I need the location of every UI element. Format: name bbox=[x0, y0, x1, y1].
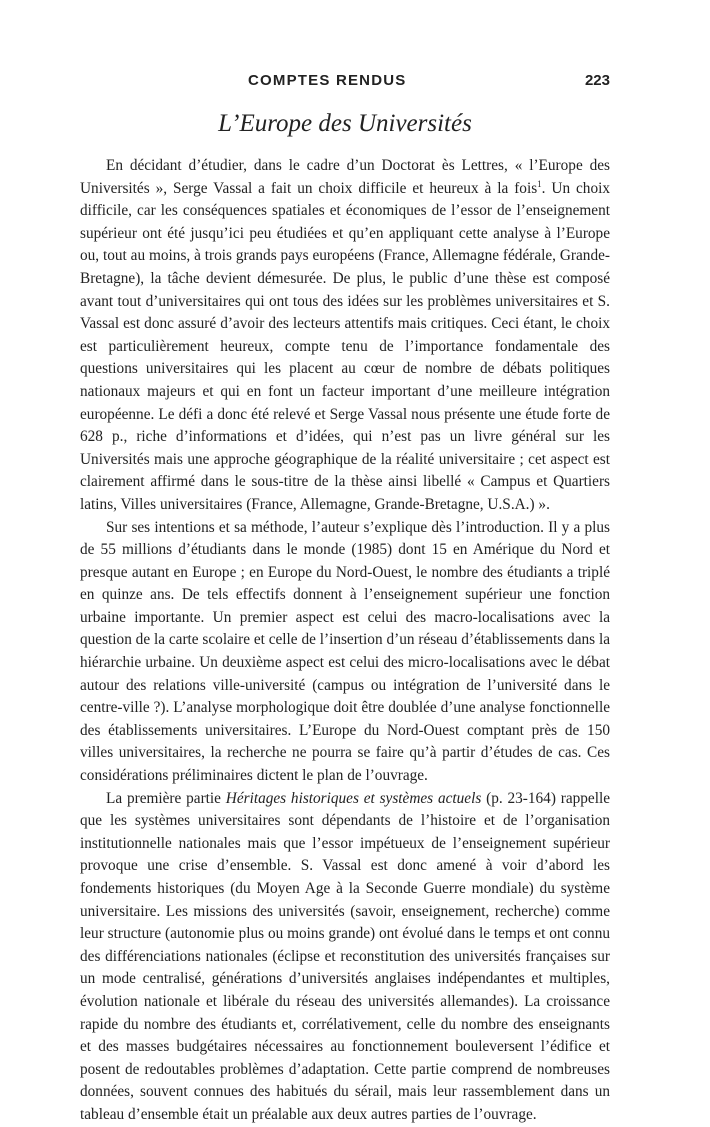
text-segment: (p. 23-164) rappelle que les systèmes universitaires sont dépendants de l’histoire et de l’organisation institutionnelle nationales mais que l’essor impétueux de l’enseignement supérieur provoque une crise d’ensemble. S. Vassal est donc amené à voir d’abord les fondements historiques (du Moyen Age à la Seconde Guerre mondiale) du système universitaire. Les missions des universités (savoir, enseignement, recherche) comme leur structure (autonomie plus ou moins grande) ont évolué dans le temps et ont connu des différenciations nationales (éclipse et reconstitution des universités françaises sur un mode centralisé, générations d’universités anglaises indépendantes et multiples, évolution nationale et libérale du réseau des universités allemandes). La croissance rapide du nombre des étudiants et, corrélativement, celle du nombre des enseignants et des masses budgétaires nécessaires au fonctionnement bouleversent l’édifice et posent de redoutables problèmes d’adaptation. Cette partie comprend de nombreuses données, souvent connues des habitués du sérail, mais leur rassemblement dans un tableau d’ensemble était un préalable aux deux autres parties de l’ouvrage. bbox=[80, 789, 611, 1123]
body-paragraph bbox=[80, 517, 610, 788]
running-head bbox=[80, 72, 610, 94]
article-title: L’Europe des Universités bbox=[218, 110, 472, 137]
body-paragraph bbox=[80, 788, 610, 1127]
running-title: COMPTES RENDUS bbox=[248, 72, 407, 89]
page-number: 223 bbox=[584, 72, 610, 89]
body-paragraph bbox=[80, 155, 610, 517]
text-segment: . Un choix difficile, car les conséquences spatiales et économiques de l’essor de l’enseignement supérieur ont été jusqu’ici peu étudiées et qu’en appliquant cette analyse à l’Europe ou, tout au moins, à trois grands pays européens (France, Allemagne fédérale, Grande-Bretagne), la tâche devient démesurée. De plus, le public d’une thèse est composé avant tout d’universitaires qui ont tous des idées sur les problèmes universitaires et S. Vassal est donc assuré d’avoir des lecteurs attentifs mais critiques. Ceci étant, le choix est particulièrement heureux, compte tenu de l’importance fondamentale des questions universitaires qui les placent au cœur de nombre de débats politiques nationaux majeurs et qui en font un facteur important d’une meilleure intégration européenne. Le défi a donc été relevé et Serge Vassal nous présente une étude forte de 628 p., riche d’informations et d’idées, qui n’est pas un livre général sur les Universités mais une approche géographique de la réalité universitaire ; cet aspect est clairement affirmé dans le sous-titre de la thèse ainsi libellé « Campus et Quartiers latins, Villes universitaires (France, Allemagne, Grande-Bretagne, U.S.A.) ». bbox=[80, 179, 611, 513]
text-segment: La première partie bbox=[106, 789, 226, 807]
italic-title: Héritages historiques et systèmes actuels bbox=[225, 789, 482, 807]
article-body bbox=[80, 155, 610, 1127]
text-segment: Sur ses intentions et sa méthode, l’auteur s’explique dès l’introduction. Il y a plus de 55 millions d’étudiants dans le monde (1985) dont 15 en Amérique du Nord et presque autant en Europe ; en Europe du Nord-Ouest, le nombre des étudiants a triplé en quinze ans. De tels effectifs donnent à l’enseignement supérieur une fonction urbaine importante. Un premier aspect est celui des macro-localisations avec la question de la carte scolaire et celle de l’insertion d’un réseau d’établissements dans la hiérarchie urbaine. Un deuxième aspect est celui des micro-localisations avec le débat autour des relations ville-université (campus ou intégration de l’université dans le centre-ville ?). L’analyse morphologique doit être doublée d’une analyse fonctionnelle des établissements universitaires. L’Europe du Nord-Ouest comptant près de 150 villes universitaires, la recherche ne pourra se faire qu’à partir d’études de cas. Ces considérations préliminaires dictent le plan de l’ouvrage. bbox=[80, 518, 610, 785]
footnote-marker: 1 bbox=[537, 178, 542, 189]
text-segment: En décidant d’étudier, dans le cadre d’un Doctorat ès Lettres, « l’Europe des Universités », Serge Vassal a fait un choix difficile et heureux à la fois bbox=[80, 157, 610, 197]
